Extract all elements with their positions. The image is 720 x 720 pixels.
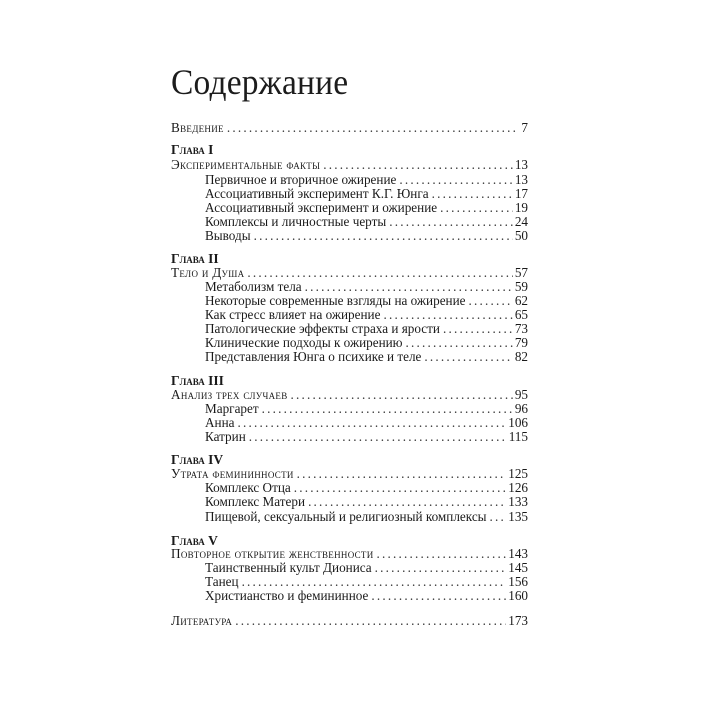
page-number: 13 <box>514 157 528 172</box>
leader-dots <box>377 546 507 561</box>
page-number: 143 <box>508 546 528 561</box>
entry-label: Христианство и фемининное <box>205 588 369 603</box>
entry-label: Экспериментальные факты <box>171 157 321 172</box>
toc-entry-bibliography[interactable] <box>171 613 528 628</box>
toc-entry-section[interactable] <box>171 546 528 561</box>
toc-entry[interactable] <box>205 307 528 322</box>
entry-label: Утрата фемининности <box>171 466 294 481</box>
toc-entry-section[interactable] <box>171 466 528 481</box>
entry-label: Введение <box>171 120 224 135</box>
entry-label: Представления Юнга о психике и теле <box>205 349 422 364</box>
leader-dots <box>254 228 513 243</box>
page-number: 106 <box>508 415 528 430</box>
leader-dots <box>262 401 513 416</box>
toc-entry[interactable] <box>205 186 528 201</box>
entry-label: Первичное и вторичное ожирение <box>205 172 397 187</box>
entry-label: Тело и Душа <box>171 265 245 280</box>
page-number: 73 <box>514 321 528 336</box>
leader-dots <box>305 279 513 294</box>
leader-dots <box>490 509 507 524</box>
page-number: 160 <box>508 588 528 603</box>
leader-dots <box>469 293 513 308</box>
page-number: 62 <box>514 293 528 308</box>
entry-label: Ассоциативный эксперимент К.Г. Юнга <box>205 186 429 201</box>
entry-label: Как стресс влияет на ожирение <box>205 307 381 322</box>
chapter-heading: Глава V <box>171 533 218 548</box>
leader-dots <box>297 466 507 481</box>
entry-label: Анализ трех случаев <box>171 387 288 402</box>
chapter-heading: Глава III <box>171 373 224 388</box>
toc-entry[interactable] <box>205 293 528 308</box>
leader-dots <box>389 214 513 229</box>
leader-dots <box>227 120 520 135</box>
page-number: 24 <box>514 214 528 229</box>
entry-label: Комплекс Отца <box>205 480 291 495</box>
leader-dots <box>432 186 513 201</box>
leader-dots <box>238 415 507 430</box>
leader-dots <box>291 387 513 402</box>
toc-entry[interactable] <box>205 588 528 603</box>
page-number: 7 <box>521 120 528 135</box>
entry-label: Литература <box>171 613 233 628</box>
page-number: 50 <box>514 228 528 243</box>
entry-label: Некоторые современные взгляды на ожирение <box>205 293 466 308</box>
leader-dots <box>375 560 507 575</box>
page-number: 126 <box>508 480 528 495</box>
entry-label: Выводы <box>205 228 251 243</box>
page-number: 19 <box>514 200 528 215</box>
chapter-heading: Глава I <box>171 142 214 157</box>
leader-dots <box>308 494 506 509</box>
page-number: 17 <box>514 186 528 201</box>
page-number: 115 <box>508 429 528 444</box>
leader-dots <box>383 307 512 322</box>
toc-entry[interactable] <box>205 560 528 575</box>
entry-label: Комплексы и личностные черты <box>205 214 387 229</box>
chapter-heading: Глава II <box>171 251 219 266</box>
page-number: 65 <box>514 307 528 322</box>
entry-label: Анна <box>205 415 235 430</box>
entry-label: Ассоциативный эксперимент и ожирение <box>205 200 438 215</box>
entry-label: Катрин <box>205 429 246 444</box>
page-number: 135 <box>508 509 528 524</box>
page-number: 125 <box>508 466 528 481</box>
toc-entry-section[interactable] <box>171 387 528 402</box>
toc-entry[interactable] <box>205 200 528 215</box>
leader-dots <box>242 574 507 589</box>
leader-dots <box>440 200 513 215</box>
toc-entry-intro[interactable] <box>171 120 528 135</box>
leader-dots <box>424 349 512 364</box>
page-number: 133 <box>508 494 528 509</box>
entry-label: Таинственный культ Диониса <box>205 560 372 575</box>
leader-dots <box>247 265 512 280</box>
leader-dots <box>235 613 506 628</box>
page-number: 145 <box>508 560 528 575</box>
leader-dots <box>399 172 512 187</box>
page-number: 57 <box>514 265 528 280</box>
toc-entry[interactable] <box>205 509 528 524</box>
toc-entry[interactable] <box>205 172 528 187</box>
toc-entry[interactable] <box>205 349 528 364</box>
leader-dots <box>323 157 513 172</box>
toc-entry[interactable] <box>205 228 528 243</box>
leader-dots <box>294 480 506 495</box>
page-number: 156 <box>508 574 528 589</box>
toc-entry[interactable] <box>205 279 528 294</box>
entry-label: Комплекс Матери <box>205 494 306 509</box>
entry-label: Танец <box>205 574 239 589</box>
leader-dots <box>249 429 507 444</box>
entry-label: Пищевой, сексуальный и религиозный комплексы <box>205 509 487 524</box>
chapter-heading: Глава IV <box>171 452 224 467</box>
entry-label: Клинические подходы к ожирению <box>205 335 403 350</box>
page-number: 13 <box>514 172 528 187</box>
toc-entry[interactable] <box>205 574 528 589</box>
entry-label: Маргарет <box>205 401 259 416</box>
toc-entry[interactable] <box>205 480 528 495</box>
page-number: 96 <box>514 401 528 416</box>
page-title: Содержание <box>171 62 349 102</box>
toc-entry[interactable] <box>205 429 528 444</box>
page-number: 82 <box>514 349 528 364</box>
toc-entry[interactable] <box>205 415 528 430</box>
toc-entry[interactable] <box>205 335 528 350</box>
leader-dots <box>371 588 506 603</box>
page-number: 173 <box>508 613 528 628</box>
toc-entry[interactable] <box>205 321 528 336</box>
toc-entry[interactable] <box>205 214 528 229</box>
toc-entry-section[interactable] <box>171 265 528 280</box>
entry-label: Повторное открытие женственности <box>171 546 374 561</box>
page-number: 95 <box>514 387 528 402</box>
page-number: 79 <box>514 335 528 350</box>
leader-dots <box>443 321 513 336</box>
page-number: 59 <box>514 279 528 294</box>
leader-dots <box>406 335 513 350</box>
toc-entry[interactable] <box>205 401 528 416</box>
toc-entry-section[interactable] <box>171 157 528 172</box>
entry-label: Метаболизм тела <box>205 279 302 294</box>
entry-label: Патологические эффекты страха и ярости <box>205 321 440 336</box>
toc-entry[interactable] <box>205 494 528 509</box>
